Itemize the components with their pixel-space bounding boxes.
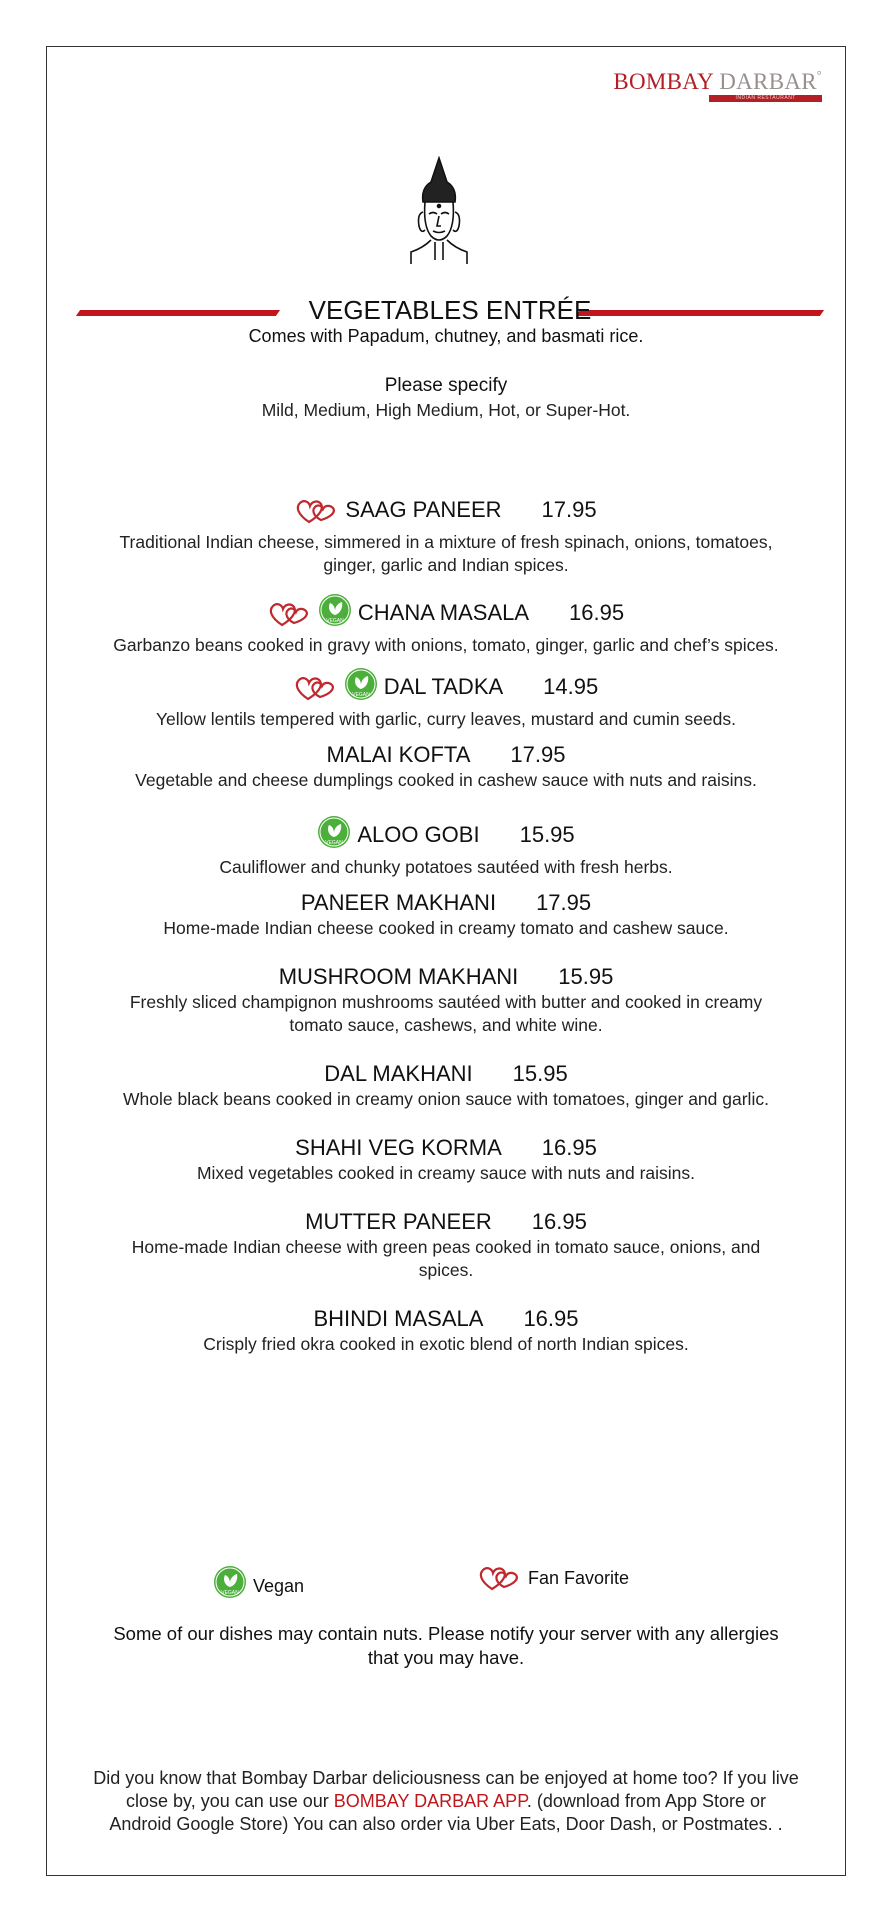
legend-fan-favorite-label: Fan Favorite xyxy=(528,1568,630,1588)
item-title xyxy=(60,963,832,991)
menu-item xyxy=(60,1060,832,1111)
vegan-icon xyxy=(213,1565,247,1604)
item-description: Vegetable and cheese dumplings cooked in cashew sauce with nuts and raisins. xyxy=(135,770,757,790)
allergy-notice: Some of our dishes may contain nuts. Please notify your server with any allergies that you may have. xyxy=(113,1623,779,1668)
app-promo-note: Did you know that Bombay Darbar deliciousness can be enjoyed at home too? If you live close by, you can use our BOMBAY DARBAR APP. (download from App Store or Android Google Store) You can also order via Uber Eats, Door Dash, or Postmates. . xyxy=(93,1768,799,1834)
item-description: Cauliflower and chunky potatoes sautéed with fresh herbs. xyxy=(219,857,673,877)
item-name: MUTTER PANEER xyxy=(305,1209,492,1234)
app-name-link[interactable]: BOMBAY DARBAR APP xyxy=(333,1791,527,1811)
item-title xyxy=(60,1305,832,1333)
fan-favorite-icon xyxy=(294,675,338,708)
menu-item xyxy=(60,1208,832,1282)
spice-levels: Mild, Medium, High Medium, Hot, or Super-Hot. xyxy=(261,400,631,420)
item-description: Crisply fried okra cooked in exotic blend of north Indian spices. xyxy=(203,1334,689,1354)
item-price: 17.95 xyxy=(510,742,566,767)
menu-item xyxy=(60,1134,832,1185)
item-price: 15.95 xyxy=(512,1061,568,1086)
item-price: 15.95 xyxy=(519,822,575,847)
buddha-head-icon xyxy=(401,156,477,266)
item-description: Mixed vegetables cooked in creamy sauce with nuts and raisins. xyxy=(196,1163,696,1183)
item-title xyxy=(60,741,832,769)
item-price: 16.95 xyxy=(531,1209,587,1234)
menu-item xyxy=(60,496,832,577)
vegan-icon xyxy=(318,593,352,634)
item-title xyxy=(60,1208,832,1236)
menu-item xyxy=(60,889,832,940)
item-title xyxy=(60,667,832,708)
item-description: Home-made Indian cheese with green peas cooked in tomato sauce, onions, and spices. xyxy=(131,1237,761,1280)
fan-favorite-icon xyxy=(268,601,312,634)
restaurant-logo: BOMBAY DARBAR° INDIAN RESTAURANT xyxy=(613,68,822,101)
item-name: PANEER MAKHANI xyxy=(300,890,497,915)
svg-text:VEGAN: VEGAN xyxy=(326,618,344,624)
legend-vegan xyxy=(213,1565,304,1604)
spice-specify-label: Please specify xyxy=(384,375,508,396)
fan-favorite-icon xyxy=(295,498,339,531)
menu-item xyxy=(60,667,832,731)
item-name: MALAI KOFTA xyxy=(326,742,471,767)
menu-item xyxy=(60,963,832,1037)
item-title xyxy=(60,1060,832,1088)
menu-item xyxy=(60,815,832,879)
menu-item xyxy=(60,741,832,792)
menu-item xyxy=(60,1305,832,1356)
menu-item xyxy=(60,593,832,657)
item-description: Yellow lentils tempered with garlic, curry leaves, mustard and cumin seeds. xyxy=(155,709,737,729)
vegan-icon xyxy=(317,815,351,856)
legend-fan-favorite xyxy=(478,1565,629,1596)
item-price: 14.95 xyxy=(543,674,599,699)
svg-text:VEGAN: VEGAN xyxy=(325,840,344,846)
item-name: DAL MAKHANI xyxy=(324,1061,473,1086)
item-price: 16.95 xyxy=(523,1306,579,1331)
svg-text:VEGAN: VEGAN xyxy=(351,692,370,698)
item-title xyxy=(60,889,832,917)
item-price: 16.95 xyxy=(541,1135,597,1160)
item-price: 15.95 xyxy=(558,964,614,989)
item-name: SAAG PANEER xyxy=(345,497,502,522)
item-description: Garbanzo beans cooked in gravy with onions, tomato, ginger, garlic and chef’s spices. xyxy=(113,635,779,655)
item-name: ALOO GOBI xyxy=(357,822,480,847)
fan-favorite-icon xyxy=(478,1565,522,1596)
item-description: Traditional Indian cheese, simmered in a mixture of fresh spinach, onions, tomatoes, ginger, garlic and Indian spices. xyxy=(119,532,773,575)
item-title xyxy=(60,496,832,531)
section-title-row xyxy=(78,293,822,329)
svg-text:VEGAN: VEGAN xyxy=(221,1590,239,1596)
item-name: DAL TADKA xyxy=(383,674,504,699)
item-title xyxy=(60,815,832,856)
item-price: 16.95 xyxy=(569,600,625,625)
item-price: 17.95 xyxy=(541,497,597,522)
legend-vegan-label: Vegan xyxy=(253,1576,305,1596)
item-description: Whole black beans cooked in creamy onion sauce with tomatoes, ginger and garlic. xyxy=(123,1089,769,1109)
item-name: MUSHROOM MAKHANI xyxy=(278,964,519,989)
item-name: SHAHI VEG KORMA xyxy=(295,1135,502,1160)
item-title xyxy=(60,1134,832,1162)
item-description: Home-made Indian cheese cooked in creamy tomato and cashew sauce. xyxy=(163,918,729,938)
item-description: Freshly sliced champignon mushrooms sautéed with butter and cooked in creamy tomato sauce, cashews, and white wine. xyxy=(129,992,763,1035)
item-name: BHINDI MASALA xyxy=(313,1306,484,1331)
section-title: VEGETABLES ENTRÉE xyxy=(308,295,592,325)
item-name: CHANA MASALA xyxy=(357,600,530,625)
vegan-icon xyxy=(344,667,378,708)
item-title xyxy=(60,593,832,634)
item-price: 17.95 xyxy=(536,890,592,915)
section-subtitle: Comes with Papadum, chutney, and basmati rice. xyxy=(248,326,644,346)
